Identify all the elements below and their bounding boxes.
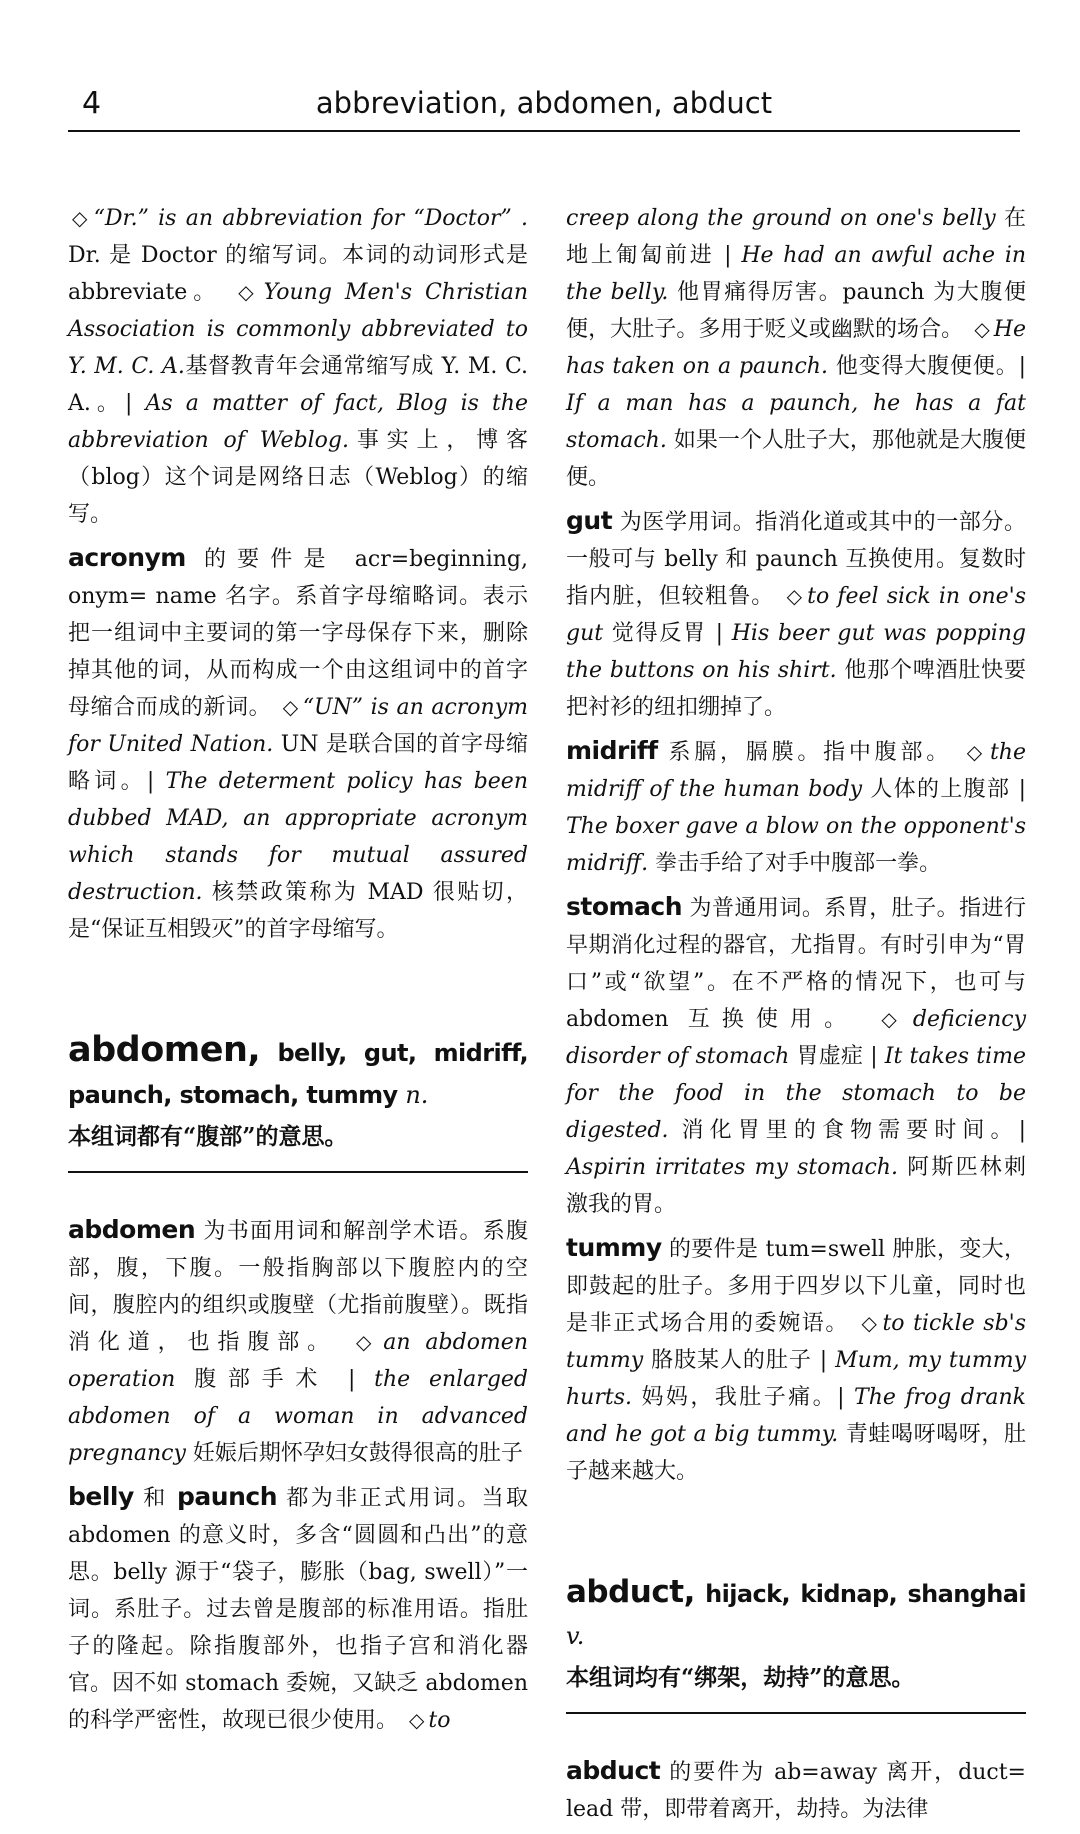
headword-gut: gut	[566, 506, 613, 535]
example-en: “UN” is an acronym for United Nation.	[68, 695, 528, 757]
right-column	[566, 200, 1026, 1834]
group-title	[566, 1572, 1026, 1658]
example-en: the enlarged abdomen of a woman in advanced pregnancy	[68, 1367, 529, 1466]
example-en: His beer gut was popping the buttons on his shirt.	[566, 621, 1026, 683]
gloss-zh: Dr. 是 Doctor 的缩写词。本词的动词形式是 abbreviate。	[68, 243, 528, 305]
example-en: If a man has a paunch, he has a fat stomach.	[566, 391, 1026, 453]
example-en: deficiency disorder of stomach	[566, 1007, 1026, 1069]
diamond-icon: ◇	[881, 1007, 909, 1031]
gloss-zh: 核禁政策称为 MAD 很贴切，是“保证互相毁灭”的首字母缩写。	[68, 880, 528, 942]
gloss-zh: 事实上，博客（blog）这个词是网络日志（Weblog）的缩写。	[68, 428, 528, 527]
example-en: the midriff of the human body	[566, 740, 1026, 802]
definition-zh: 为普通用词。系胃，肚子。指进行早期消化过程的器官，尤指胃。有时引申为“胃口”或“欲望”。在不严格的情况下，也可与 abdomen 互换使用。	[566, 896, 1026, 1032]
example-en: He has taken on a paunch.	[566, 317, 1026, 379]
gloss-zh: 消化胃里的食物需要时间。|	[681, 1118, 1026, 1143]
group-title-main: abduct,	[566, 1574, 695, 1610]
group-heading-abduct	[566, 1572, 1026, 1714]
midriff-entry	[566, 732, 1026, 882]
gloss-zh: 在地上匍匐前进 |	[566, 206, 1026, 268]
gloss-zh: 他那个啤酒肚快要把衬衫的纽扣绷掉了。	[566, 658, 1026, 720]
running-head: abbreviation, abdomen, abduct	[315, 86, 773, 120]
group-title-members: hijack, kidnap, shanghai	[694, 1580, 1026, 1608]
definition-zh: 的要件是 acr=beginning, onym= name 名字。系首字母缩略词。表示把一组词中主要词的第一字母保存下来，删除掉其他的词，从而构成一个由这组词中的首字母缩合而成的新词。	[68, 547, 528, 720]
gloss-zh: 人体的上腹部 |	[870, 777, 1026, 802]
diamond-icon: ◇	[355, 1330, 380, 1354]
example-en: to tickle sb's tummy	[566, 1311, 1026, 1373]
diamond-icon: ◇	[966, 740, 986, 764]
abdomen-entry	[68, 1211, 528, 1472]
diamond-icon: ◇	[974, 317, 990, 341]
diamond-icon: ◇	[72, 206, 90, 230]
gloss-zh: UN 是联合国的首字母缩略词。|	[68, 732, 528, 794]
example-en: The boxer gave a blow on the opponent's midriff.	[566, 814, 1026, 876]
gloss-zh: 妈妈，我肚子痛。|	[641, 1385, 845, 1410]
example-en: It takes time for the food in the stomach to be digested.	[566, 1044, 1027, 1143]
group-meaning: 本组词均有“绑架，劫持”的意思。	[566, 1664, 915, 1691]
headword-abduct: abduct	[566, 1756, 661, 1785]
stomach-entry	[566, 888, 1026, 1223]
definition-zh: 为书面用词和解剖学术语。系腹部，腹，下腹。一般指胸部以下腹腔内的空间，腹腔内的组织或腹壁（尤指前腹壁）。既指消化道，也指腹部。	[68, 1219, 528, 1355]
gloss-zh: 基督教青年会通常缩写成 Y. M. C. A.。|	[68, 354, 528, 416]
diamond-icon: ◇	[282, 695, 299, 719]
example-en: “Dr.” is an abbreviation for “Doctor” .	[93, 206, 528, 231]
diamond-icon: ◇	[409, 1708, 425, 1732]
headword-tummy: tummy	[566, 1233, 662, 1262]
part-of-speech: n.	[405, 1081, 429, 1109]
headword-midriff: midriff	[566, 736, 658, 765]
left-column	[68, 200, 528, 1745]
group-title-main: abdomen,	[68, 1030, 261, 1070]
example-en: Mum, my tummy hurts.	[566, 1348, 1027, 1410]
definition-zh: 系膈，膈膜。指中腹部。	[668, 740, 953, 765]
example-en: The determent policy has been dubbed MAD, an appropriate acronym which stands for mutual assured destruction.	[68, 769, 528, 905]
abduct-entry	[566, 1752, 1026, 1828]
gloss-zh: 胃虚症 |	[796, 1044, 878, 1069]
diamond-icon: ◇	[238, 280, 260, 304]
group-meaning: 本组词都有“腹部”的意思。	[68, 1123, 348, 1150]
divider	[566, 1712, 1026, 1714]
gloss-zh: 拳击手给了对手中腹部一拳。	[655, 851, 942, 876]
example-en: As a matter of fact, Blog is the abbreviation of Weblog.	[68, 391, 528, 453]
gloss-zh: 如果一个人肚子大，那他就是大腹便便。	[566, 428, 1026, 490]
headword-stomach: stomach	[566, 892, 683, 921]
gloss-zh: 青蛙喝呀喝呀，肚子越来越大。	[566, 1422, 1026, 1484]
definition-zh: 为医学用词。指消化道或其中的一部分。一般可与 belly 和 paunch 互换使用。复数时指内脏，但较粗鲁。	[566, 510, 1026, 609]
example-en: an abdomen operation	[68, 1330, 528, 1392]
gloss-zh: 胳肢某人的肚子 |	[651, 1348, 828, 1373]
gut-entry	[566, 502, 1026, 726]
example-en: to feel sick in one's gut	[566, 584, 1026, 646]
headword-belly: belly	[68, 1482, 134, 1511]
gloss-zh: 阿斯匹林刺激我的胃。	[566, 1155, 1026, 1217]
gloss-zh: 腹部手术 |	[194, 1367, 356, 1392]
headword-acronym: acronym	[68, 543, 186, 572]
example-en: The frog drank and he got a big tummy.	[566, 1385, 1027, 1447]
example-en: Young Men's Christian Association is commonly abbreviated to Y. M. C. A.	[68, 280, 528, 379]
diamond-icon: ◇	[786, 584, 804, 608]
example-en: to	[428, 1708, 451, 1733]
acronym-entry	[68, 539, 528, 948]
definition-zh: 的要件为 ab=away 离开，duct= lead 带，即带着离开，劫持。为法律	[566, 1760, 1026, 1822]
example-en: He had an awful ache in the belly.	[566, 243, 1027, 305]
definition-zh: 的要件是 tum=swell 肿胀，变大，即鼓起的肚子。多用于四岁以下儿童，同时也是非正式场合用的委婉语。	[566, 1237, 1026, 1336]
headword-paunch: paunch	[177, 1482, 277, 1511]
diamond-icon: ◇	[861, 1311, 879, 1335]
group-heading-abdomen	[68, 1030, 528, 1173]
gloss-zh: 妊娠后期怀孕妇女鼓得很高的肚子	[192, 1441, 523, 1466]
abbreviation-entry-continued	[68, 200, 528, 533]
example-en: creep along the ground on one's belly	[566, 206, 996, 231]
headword-abdomen: abdomen	[68, 1215, 196, 1244]
gloss-zh: 觉得反胃 |	[611, 621, 723, 646]
example-en: Aspirin irritates my stomach.	[566, 1155, 898, 1180]
belly-entry	[68, 1478, 528, 1739]
gloss-zh: 他变得大腹便便。|	[835, 354, 1026, 379]
page-number: 4	[82, 86, 102, 121]
part-of-speech: v.	[566, 1622, 585, 1650]
tummy-entry	[566, 1229, 1026, 1490]
gloss-zh: 他胃痛得厉害。paunch 为大腹便便，大肚子。多用于贬义或幽默的场合。	[566, 280, 1026, 342]
conjunction-zh: 和	[143, 1486, 168, 1511]
page-header	[68, 80, 1020, 132]
group-title-members: belly, gut, midriff, paunch, stomach, tummy	[68, 1039, 528, 1109]
definition-zh: 都为非正式用词。当取 abdomen 的意义时，多含“圆圆和凸出”的意思。belly 源于“袋子，膨胀（bag, swell）”一词。系肚子。过去曾是腹部的标准用语。指肚子的隆起。除指腹部外，也指子宫和消化器官。因不如 stomach 委婉，又缺乏 abdomen 的科学严密性，故现已很少使用。	[68, 1486, 528, 1733]
belly-entry-continued	[566, 200, 1026, 496]
group-title	[68, 1030, 528, 1117]
divider	[68, 1171, 528, 1173]
